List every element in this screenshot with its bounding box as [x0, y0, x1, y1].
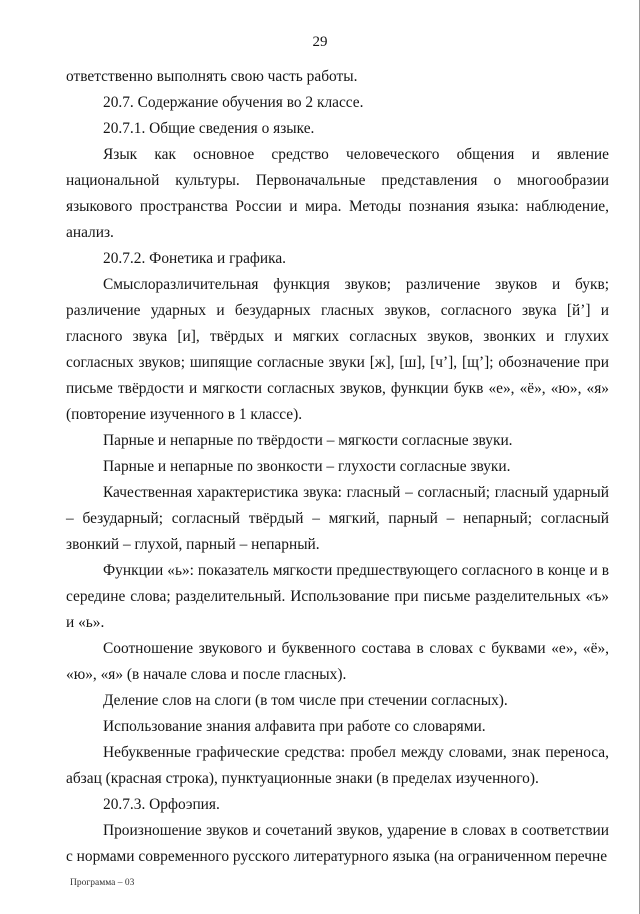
paragraph: ответственно выполнять свою часть работы. [66, 68, 358, 85]
paragraph: Небуквенные графические средства: пробел между словами, знак переноса, абзац (красная строка), пунктуационные знаки (в пределах изученного). [66, 744, 609, 787]
subsection-heading: 20.7.2. Фонетика и графика. [103, 250, 287, 267]
paragraph: Произношение звуков и сочетаний звуков, ударение в словах в соответствии с нормами современного русского литературного языка (на ограниченном перечне [66, 822, 609, 865]
subsection-heading: 20.7.3. Орфоэпия. [103, 796, 220, 813]
paragraph: Соотношение звукового и буквенного состава в словах с буквами «е», «ё», «ю», «я» (в начале слова и после гласных). [66, 640, 609, 683]
paragraph: Смыслоразличительная функция звуков; различение звуков и букв; различение ударных и безударных гласных звуков, согласного звука [й’] и гласного звука [и], твёрдых и мягких согласных звуков, звонких и глухих согласных звуков; шипящие согласные звуки [ж], [ш], [ч’], [щ’]; обозначение при письме твёрдости и мягкости согласных звуков, функции букв «е», «ё», «ю», «я» (повторение изученного в 1 классе). [66, 276, 609, 423]
subsection-heading: 20.7.1. Общие сведения о языке. [103, 120, 315, 137]
section-heading: 20.7. Содержание обучения во 2 классе. [103, 94, 364, 111]
footer-label: Программа – 03 [70, 878, 135, 888]
paragraph: Язык как основное средство человеческого общения и явление национальной культуры. Первоначальные представления о многообразии языкового пространства России и мира. Методы познания языка: наблюдение, анализ. [66, 146, 609, 241]
paragraph: Использование знания алфавита при работе со словарями. [103, 718, 486, 735]
paragraph: Качественная характеристика звука: гласный – согласный; гласный ударный – безударный; согласный твёрдый – мягкий, парный – непарный; согласный звонкий – глухой, парный – непарный. [66, 484, 609, 553]
page-number: 29 [312, 34, 328, 50]
paragraph: Парные и непарные по твёрдости – мягкости согласные звуки. [103, 432, 513, 449]
paragraph: Деление слов на слоги (в том числе при стечении согласных). [103, 692, 508, 709]
document-body [66, 64, 609, 870]
paragraph: Функции «ь»: показатель мягкости предшествующего согласного в конце и в середине слова; разделительный. Использование при письме разделительных «ъ» и «ь». [66, 562, 609, 631]
paragraph: Парные и непарные по звонкости – глухости согласные звуки. [103, 458, 511, 475]
